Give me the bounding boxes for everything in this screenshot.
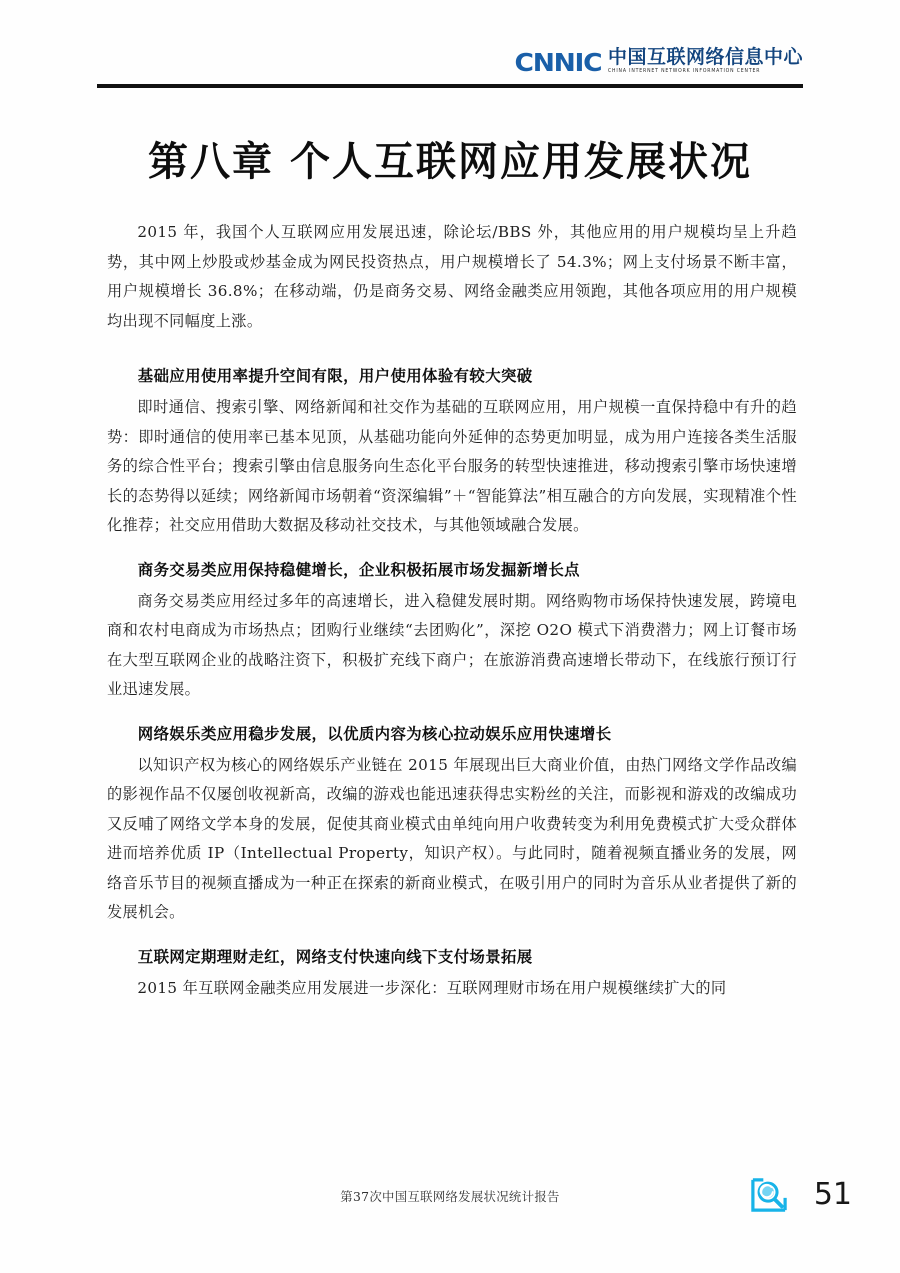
- section-heading-1: 基础应用使用率提升空间有限，用户使用体验有较大突破: [137, 367, 533, 385]
- cnnic-wordmark-icon: CNNIC: [514, 47, 602, 77]
- footer-report-title: 第37次中国互联网络发展状况统计报告: [340, 1189, 560, 1204]
- magnifier-badge-icon: [750, 1177, 788, 1213]
- intro-paragraph: 2015 年，我国个人互联网应用发展迅速，除论坛/BBS 外，其他应用的用户规模均呈上升趋势，其中网上炒股或炒基金成为网民投资热点，用户规模增长了 54.3%；网上支付场景不断丰富，用户规模增长 36.8%；在移动端，仍是商务交易、网络金融类应用领跑，其他各项应用的用户规模均出现不同幅度上涨。: [107, 223, 797, 330]
- section-heading-3: 网络娱乐类应用稳步发展，以优质内容为核心拉动娱乐应用快速增长: [137, 724, 612, 743]
- spacer: [107, 336, 797, 347]
- page-title: 第八章 个人互联网应用发展状况: [148, 137, 752, 185]
- cnnic-logo: [514, 46, 803, 77]
- cnnic-logo-english: CHINA INTERNET NETWORK INFORMATION CENTER: [607, 68, 761, 75]
- header-divider: [97, 84, 803, 88]
- cnnic-logo-text: [608, 48, 803, 75]
- section-body-2: 商务交易类应用经过多年的高速增长，进入稳健发展时期。网络购物市场保持快速发展，跨境电商和农村电商成为市场热点；团购行业继续“去团购化”，深挖 O2O 模式下消费潜力；网上订餐市场在大型互联网企业的战略注资下，积极扩充线下商户；在旅游消费高速增长带动下，在线旅行预订行业迅速发展。: [107, 591, 797, 698]
- page-number: 51: [813, 1177, 852, 1212]
- document-body: [107, 218, 797, 1003]
- section-body-3: 以知识产权为核心的网络娱乐产业链在 2015 年展现出巨大商业价值，由热门网络文学作品改编的影视作品不仅屡创收视新高，改编的游戏也能迅速获得忠实粉丝的关注，而影视和游戏的改编成功又反哺了网络文学本身的发展，促使其商业模式由单纯向用户收费转变为利用免费模式扩大受众群体进而培养优质 IP（Intellectual Property，知识产权）。与此同时，随着视频直播业务的发展，网络音乐节目的视频直播成为一种正在探索的新商业模式，在吸引用户的同时为音乐从业者提供了新的发展机会。: [107, 755, 797, 921]
- section-body-4: 2015 年互联网金融类应用发展进一步深化：互联网理财市场在用户规模继续扩大的同: [137, 978, 727, 997]
- cnnic-logo-chinese: 中国互联网络信息中心: [607, 46, 803, 68]
- section-heading-4: 互联网定期理财走红，网络支付快速向线下支付场景拓展: [137, 947, 533, 966]
- page-header: [0, 0, 900, 92]
- page-footer: [0, 1177, 900, 1229]
- section-heading-2: 商务交易类应用保持稳健增长，企业积极拓展市场发掘新增长点: [137, 560, 580, 579]
- section-body-1: 即时通信、搜索引擎、网络新闻和社交作为基础的互联网应用，用户规模一直保持稳中有升的趋势：即时通信的使用率已基本见顶，从基础功能向外延伸的态势更加明显，成为用户连接各类生活服务的综合性平台；搜索引擎由信息服务向生态化平台服务的转型快速推进，移动搜索引擎市场快速增长的态势得以延续；网络新闻市场朝着“资深编辑”＋“智能算法”相互融合的方向发展，实现精准个性化推荐；社交应用借助大数据及移动社交技术，与其他领域融合发展。: [107, 398, 797, 534]
